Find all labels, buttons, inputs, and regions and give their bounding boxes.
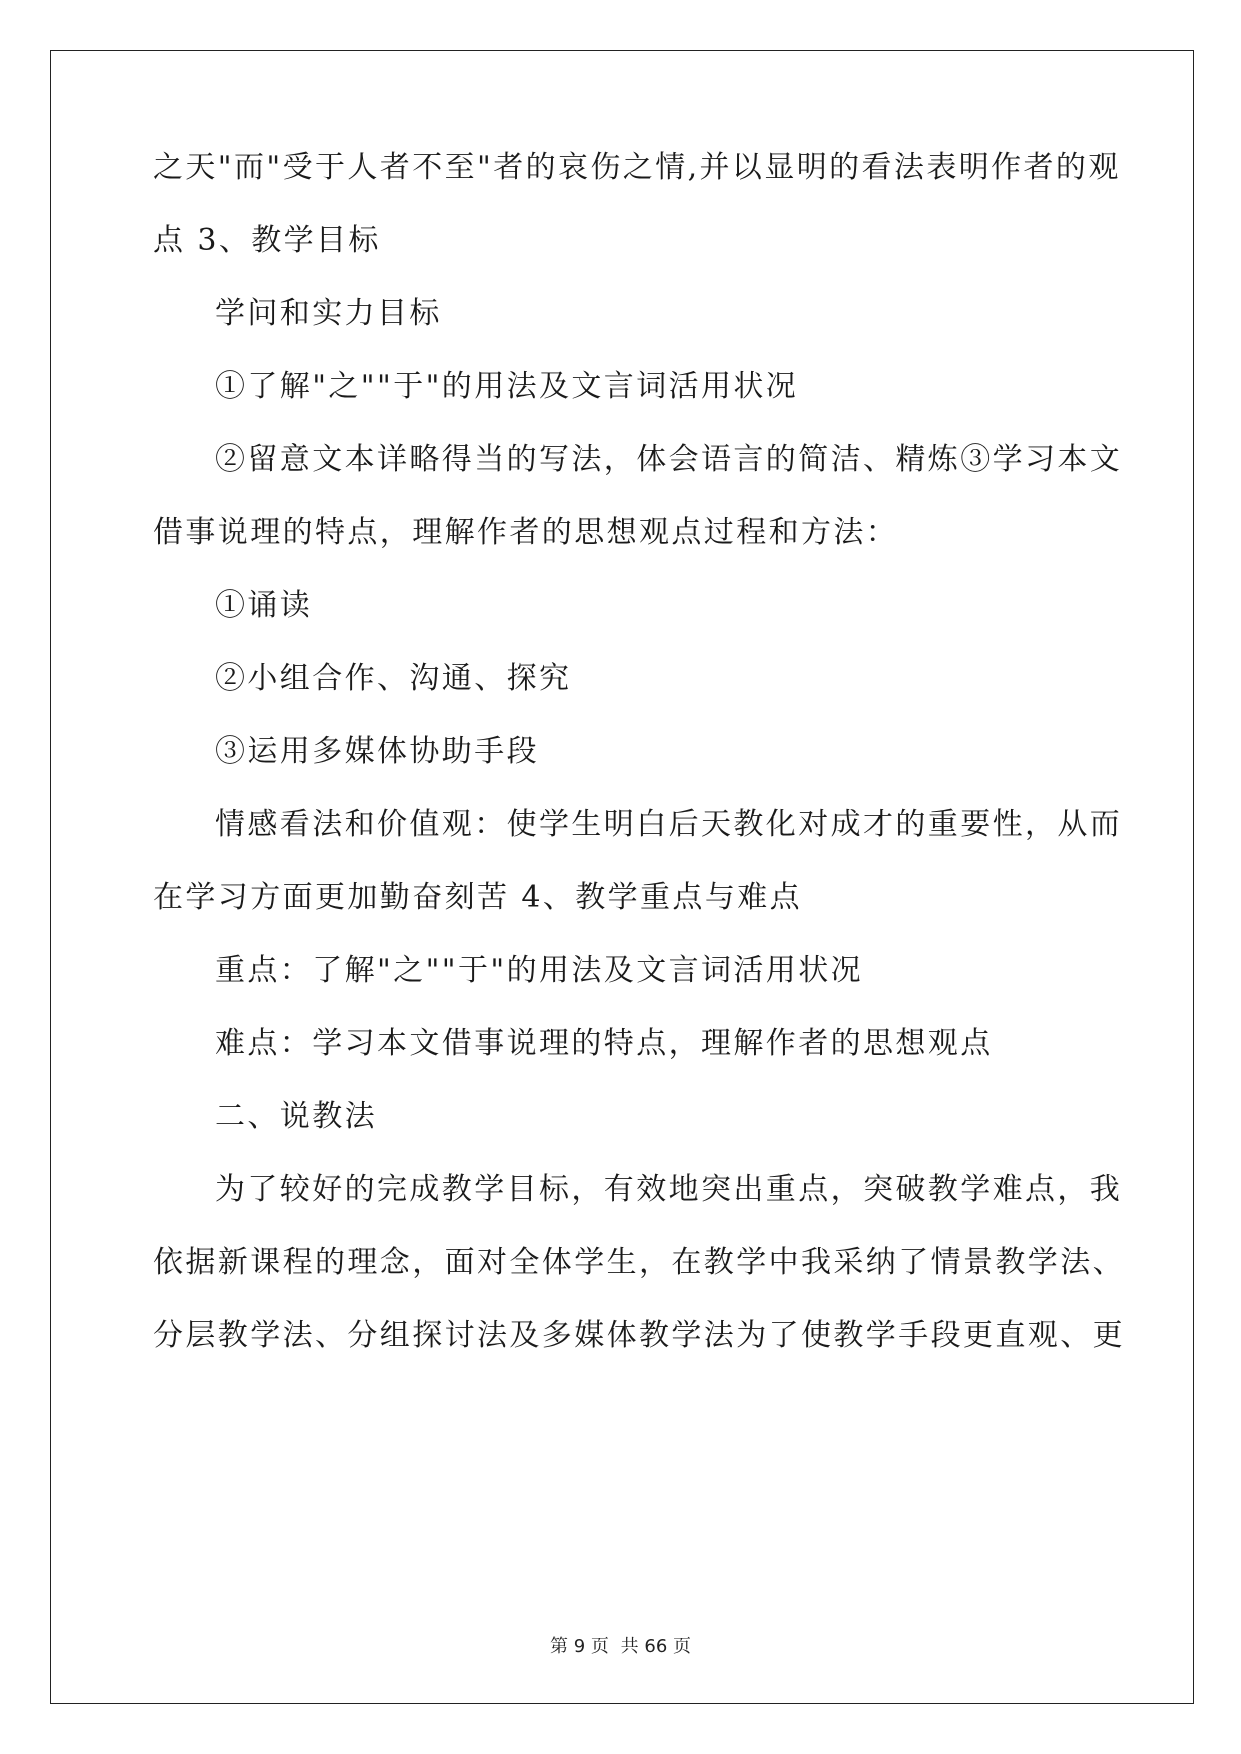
text-line: 情感看法和价值观：使学生明白后天教化对成才的重要性，从而 — [215, 807, 1123, 842]
text-line: 之天"而"受于人者不至"者的哀伤之情,并以显明的看法表明作者的观 — [153, 150, 1121, 185]
text-line: ①了解"之""于"的用法及文言词活用状况 — [215, 369, 799, 404]
text-line: 依据新课程的理念，面对全体学生，在教学中我采纳了情景教学法、 — [153, 1245, 1125, 1280]
text-line: ②留意文本详略得当的写法，体会语言的简洁、精炼③学习本文 — [215, 442, 1123, 477]
text-line: ①诵读 — [215, 588, 313, 623]
text-line: 在学习方面更加勤奋刻苦 4、教学重点与难点 — [153, 880, 803, 915]
page-number: 第 9 页 — [550, 1636, 609, 1657]
page-total: 共 66 页 — [620, 1636, 691, 1657]
page-footer — [0, 1632, 1241, 1658]
text-line: 为了较好的完成教学目标，有效地突出重点，突破教学难点，我 — [215, 1172, 1123, 1207]
text-line: ②小组合作、沟通、探究 — [215, 661, 572, 696]
text-line: 二、说教法 — [215, 1099, 377, 1134]
text-line: 难点：学习本文借事说理的特点，理解作者的思想观点 — [215, 1026, 993, 1061]
text-line: 分层教学法、分组探讨法及多媒体教学法为了使教学手段更直观、更 — [153, 1318, 1125, 1353]
text-line: 点 3、教学目标 — [153, 223, 381, 258]
text-line: 重点：了解"之""于"的用法及文言词活用状况 — [215, 953, 863, 988]
text-line: 借事说理的特点，理解作者的思想观点过程和方法： — [153, 515, 899, 550]
text-line: ③运用多媒体协助手段 — [215, 734, 539, 769]
text-line: 学问和实力目标 — [215, 296, 442, 331]
